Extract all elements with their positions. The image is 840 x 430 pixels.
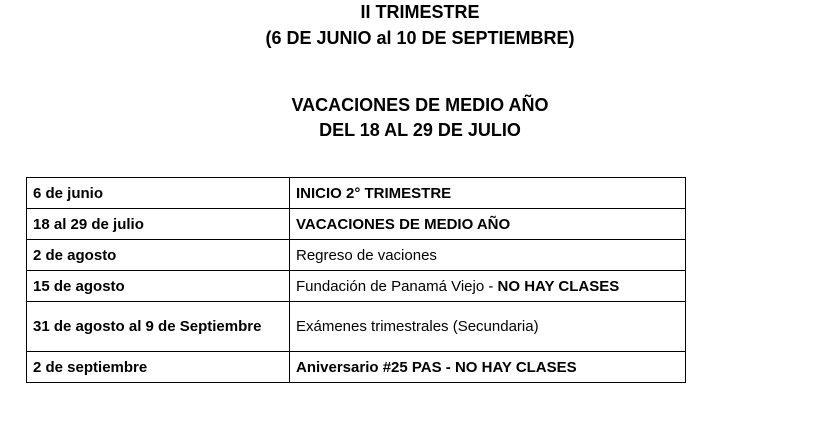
table-row: [27, 240, 686, 271]
table-row: [27, 302, 686, 352]
event-cell: VACACIONES DE MEDIO AÑO: [290, 209, 686, 240]
event-cell: Regreso de vaciones: [290, 240, 686, 271]
event-cell: [290, 271, 686, 302]
schedule-table: [26, 177, 686, 383]
date-cell: 18 al 29 de julio: [27, 209, 290, 240]
date-cell: 2 de septiembre: [27, 352, 290, 383]
event-cell: Exámenes trimestrales (Secundaria): [290, 302, 686, 352]
table-row: [27, 209, 686, 240]
date-cell: 6 de junio: [27, 178, 290, 209]
vacation-title: VACACIONES DE MEDIO AÑO: [291, 95, 549, 115]
table-row: [27, 178, 686, 209]
no-classes-note: NO HAY CLASES: [497, 277, 620, 295]
trimester-title: II TRIMESTRE: [360, 2, 480, 22]
table-row: [27, 352, 686, 383]
event-text: Fundación de Panamá Viejo -: [296, 277, 498, 295]
date-cell: 15 de agosto: [27, 271, 290, 302]
vacation-date-range: DEL 18 AL 29 DE JULIO: [319, 120, 521, 140]
table-row: [27, 271, 686, 302]
event-cell: Aniversario #25 PAS - NO HAY CLASES: [290, 352, 686, 383]
date-cell: 2 de agosto: [27, 240, 290, 271]
trimester-date-range: (6 DE JUNIO al 10 DE SEPTIEMBRE): [265, 28, 575, 48]
date-cell: 31 de agosto al 9 de Septiembre: [27, 302, 290, 352]
event-cell: INICIO 2° TRIMESTRE: [290, 178, 686, 209]
